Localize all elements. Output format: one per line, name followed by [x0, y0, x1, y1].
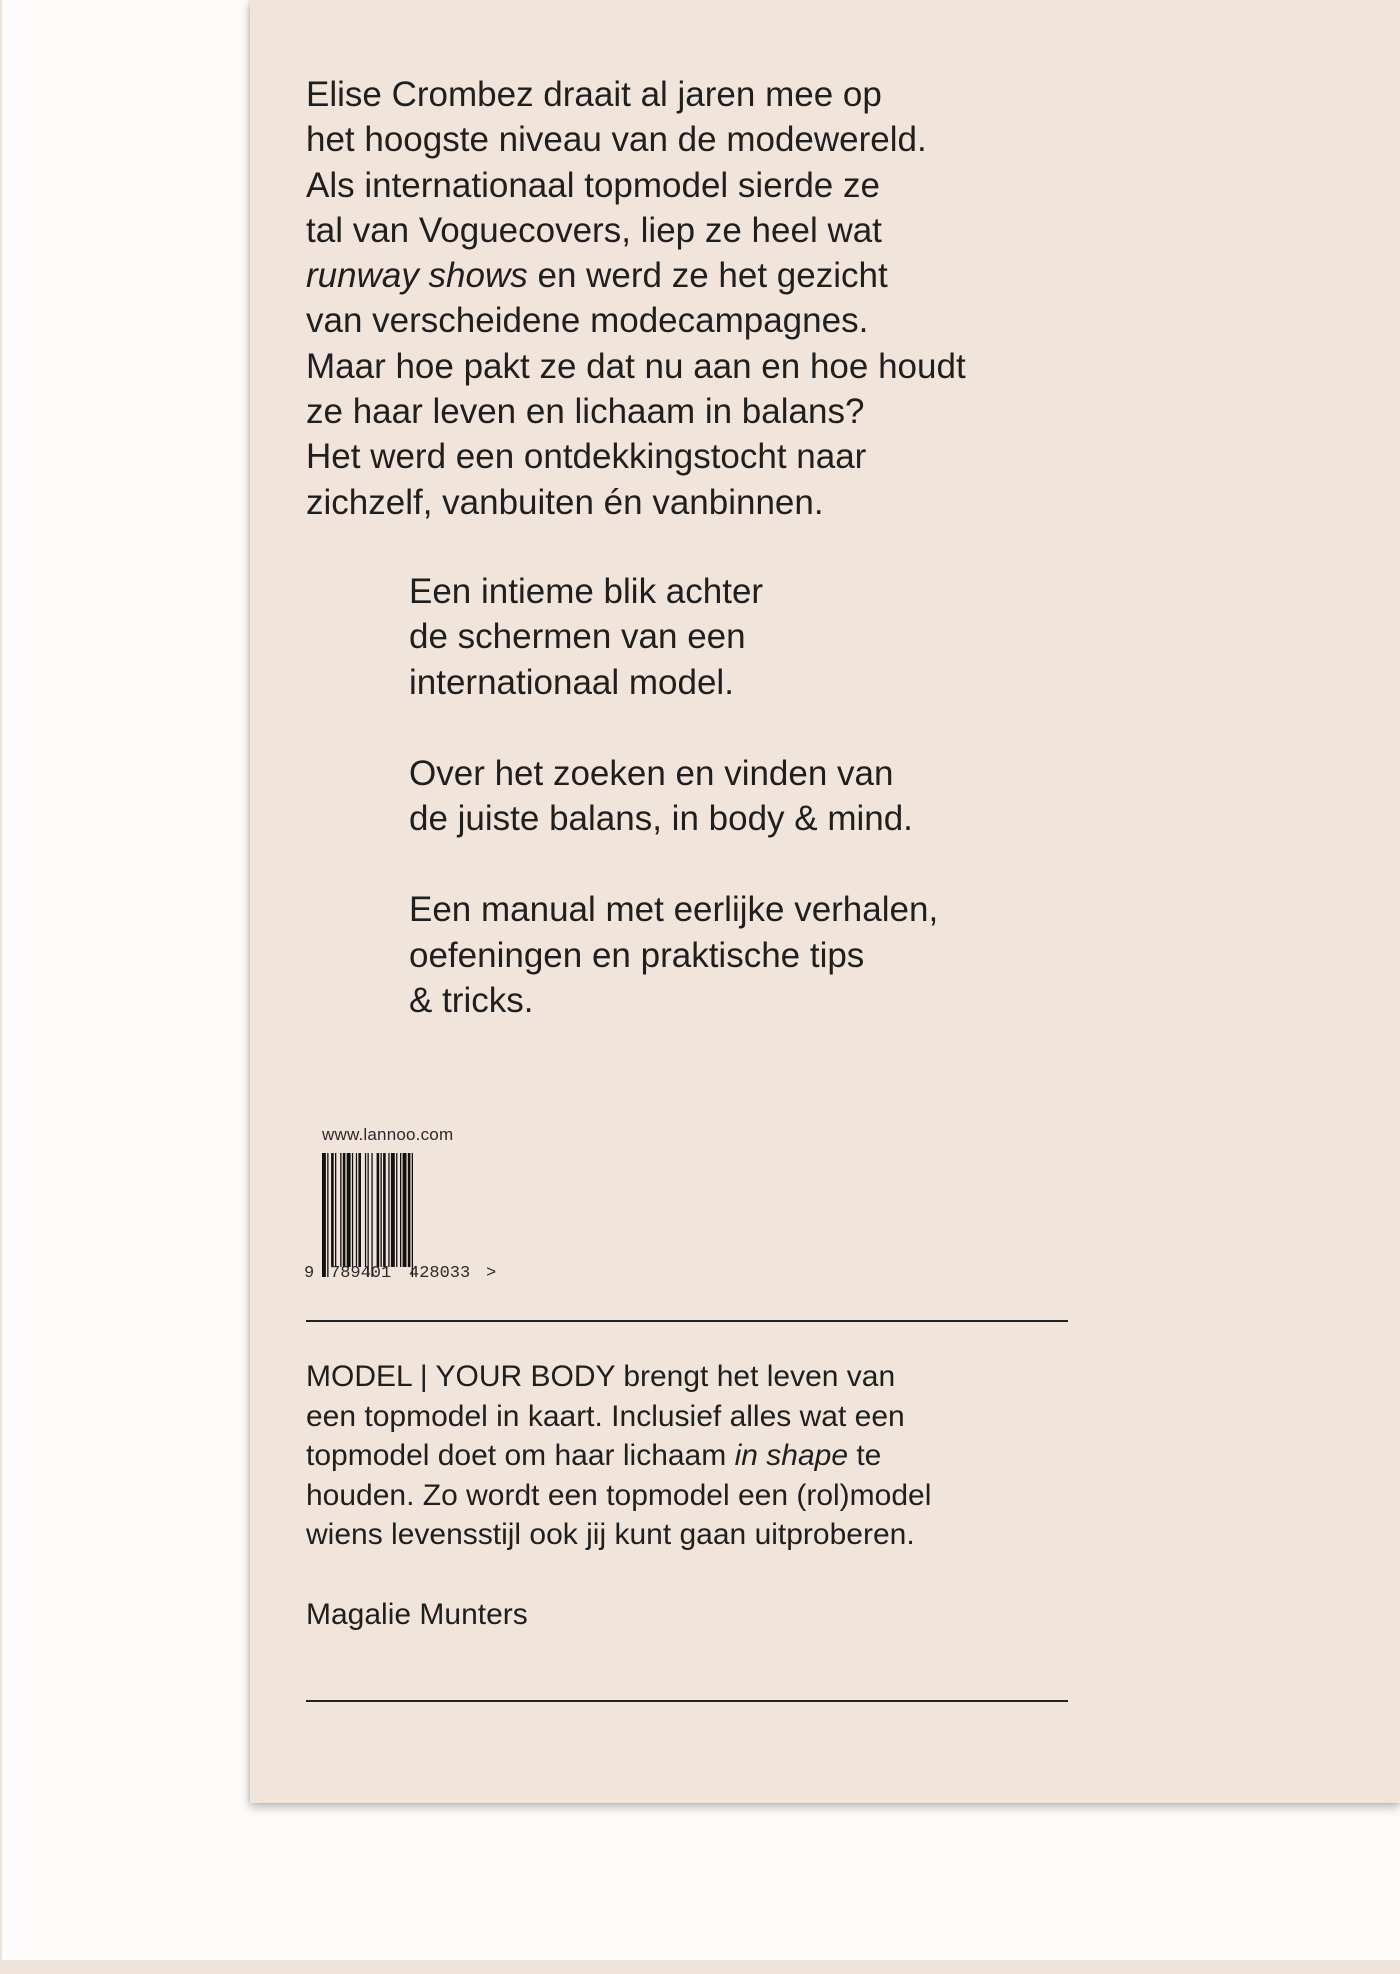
feature-item: Een manual met eerlijke verhalen, oefeningen en praktische tips & tricks. [409, 890, 939, 1021]
barcode-bar [388, 1153, 389, 1267]
barcode-bar [343, 1153, 346, 1267]
barcode-bar [335, 1153, 336, 1267]
isbn-barcode [322, 1153, 482, 1279]
barcode-bar [327, 1153, 328, 1277]
barcode-bar [381, 1153, 382, 1267]
barcode-bar [412, 1153, 413, 1277]
blurb-line: en werd ze het gezicht [527, 256, 888, 296]
barcode-bar [358, 1153, 361, 1267]
barcode-first-digit: 9 [304, 1264, 315, 1283]
blurb-italic-phrase: runway shows [306, 256, 528, 296]
publisher-url[interactable]: www.lannoo.com [322, 1125, 454, 1144]
barcode-bar [368, 1153, 369, 1277]
barcode-bar [371, 1153, 372, 1277]
barcode-bar [356, 1153, 357, 1267]
barcode-bar [365, 1153, 366, 1267]
barcode-bar [377, 1153, 380, 1267]
barcode-digits-right: 428033 [409, 1264, 471, 1283]
review-italic-phrase: in shape [734, 1439, 849, 1472]
barcode-bar [400, 1153, 401, 1267]
barcode-bar [331, 1153, 334, 1267]
blurb-line: zichzelf, vanbuiten én vanbinnen. [306, 482, 824, 522]
barcode-digits-left: 789401 [330, 1264, 392, 1283]
barcode-bar [352, 1153, 353, 1267]
divider-bottom [306, 1700, 1068, 1702]
barcode-bar [396, 1153, 397, 1267]
barcode-bar [347, 1153, 351, 1267]
barcode-bar [383, 1153, 386, 1267]
blurb-line: Elise Crombez draait al jaren mee op [306, 75, 882, 114]
blurb-line: tal van Voguecovers, liep ze heel wat [306, 210, 882, 250]
blurb-line: van verscheidene modecampagnes. [306, 301, 869, 341]
review-author: Magalie Munters [306, 1598, 528, 1631]
feature-list [409, 569, 1089, 1069]
divider-top [306, 1320, 1068, 1322]
blurb-paragraph [306, 72, 1076, 525]
review-paragraph: MODEL | YOUR BODY brengt het leven van een topmodel in kaart. Inclusief alles wat een topmodel doet om haar lichaam in shape te houden. Zo wordt een topmodel een (rol)model wiens levensstijl ook jij kunt gaan uitproberen. [306, 1360, 932, 1551]
barcode-bar [408, 1153, 411, 1267]
barcode-bar [391, 1153, 395, 1267]
blurb-line: Als internationaal topmodel sierde ze [306, 165, 880, 205]
feature-item: Over het zoeken en vinden van de juiste balans, in body & mind. [409, 753, 913, 839]
barcode-arrow: > [486, 1264, 497, 1283]
blurb-line: Het werd een ontdekkingstocht naar [306, 437, 867, 477]
barcode-bar [340, 1153, 341, 1267]
feature-item: Een intieme blik achter de schermen van een internationaal model. [409, 572, 764, 702]
barcode-bar [403, 1153, 407, 1267]
barcode-bar [322, 1153, 326, 1277]
blurb-line: het hoogste niveau van de modewereld. [306, 120, 927, 160]
blurb-line: Maar hoe pakt ze dat nu aan en hoe houdt [306, 346, 966, 386]
blurb-line: ze haar leven en lichaam in balans? [306, 392, 865, 432]
